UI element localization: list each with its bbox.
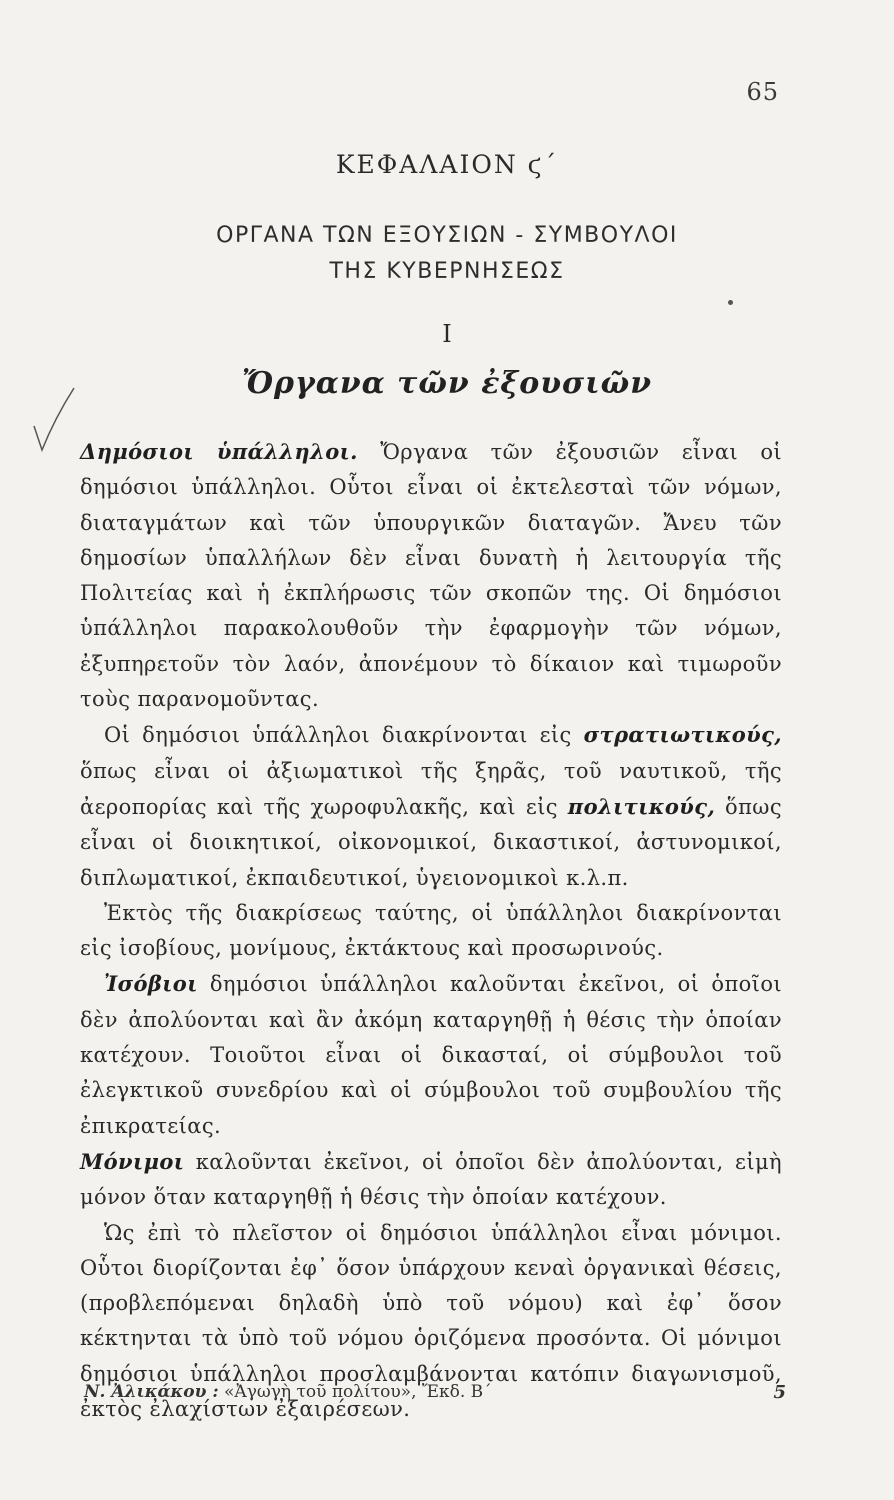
- paragraph-text: ὅπως εἶναι οἱ ἀξιωματικοὶ τῆς ξηρᾶς, τοῦ ναυτικοῦ, τῆς ἀεροπορίας καὶ τῆς χωροφυλακῆς, καὶ εἰς: [80, 758, 782, 819]
- emphasis: πολιτικούς,: [567, 793, 716, 819]
- paragraph-text: Ἐκτὸς τῆς διακρίσεως ταύτης, οἱ ὑπάλληλοι διακρίνονται εἰς ἰσοβίους, μονίμους, ἐκτάκτους καὶ προσωρινούς.: [80, 900, 782, 961]
- paragraph: [80, 434, 782, 717]
- paragraph: [80, 896, 782, 967]
- subsection-numeral: Ι: [442, 320, 452, 348]
- footer-title: «Ἀγωγὴ τοῦ πολίτου», Ἔκδ. Β΄: [218, 1382, 492, 1402]
- paragraph-lead: Μόνιμοι: [80, 1148, 185, 1174]
- section-title: [0, 218, 894, 290]
- emphasis: στρατιωτικούς,: [583, 722, 782, 748]
- chapter-heading: ΚΕΦΑΛΑΙΟΝ ϛ΄: [335, 150, 559, 179]
- paragraph-lead: Ἰσόβιοι: [104, 971, 198, 997]
- paragraph-text: καλοῦνται ἐκεῖνοι, οἱ ὁποῖοι δὲν ἀπολύονται, εἰμὴ μόνον ὅταν καταργηθῇ ἡ θέσις τὴν ὁποίαν κατέχουν.: [80, 1149, 782, 1210]
- paragraph-text: Ὄργανα τῶν ἐξουσιῶν εἶναι οἱ δημόσιοι ὑπάλληλοι. Οὗτοι εἶναι οἱ ἐκτελεσταὶ τῶν νόμων, διαταγμάτων καὶ τῶν ὑπουργικῶν διαταγῶν. Ἄνευ τῶν δημοσίων ὑπαλλήλων δὲν εἶναι δυνατὴ ἡ λειτουργία τῆς Πολιτείας καὶ ἡ ἐκπλήρωσις τῶν σκοπῶν της. Οἱ δημόσιοι ὑπάλληλοι παρακολουθοῦν τὴν ἐφαρμογὴν τῶν νόμων, ἐξυπηρετοῦν τὸν λαόν, ἀπονέμουν τὸ δίκαιον καὶ τιμωροῦν τοὺς παρανομοῦντας.: [80, 440, 783, 712]
- section-title-line-1: ΟΡΓΑΝΑ ΤΩΝ ΕΞΟΥΣΙΩΝ - ΣΥΜΒΟΥΛΟΙ: [216, 223, 678, 248]
- subsection-heading: Ὄργανα τῶν ἐξουσιῶν: [241, 366, 653, 401]
- paragraph: [80, 1144, 782, 1216]
- paragraph-lead: Δημόσιοι ὑπάλληλοι.: [80, 439, 358, 464]
- paragraph-text: Ὡς ἐπὶ τὸ πλεῖστον οἱ δημόσιοι ὑπάλληλοι εἶναι μόνιμοι. Οὗτοι διορίζονται ἐφ᾽ ὅσον ὑπάρχουν κεναὶ ὀργανικαὶ θέσεις, (προβλεπόμεναι δηλαδὴ ὑπὸ τοῦ νόμου) καὶ ἐφ᾽ ὅσον κέκτηνται τὰ ὑπὸ τοῦ νόμου ὁριζόμενα προσόντα. Οἱ μόνιμοι δημόσιοι ὑπάλληλοι προσλαμβάνονται κατόπιν διαγωνισμοῦ, ἐκτὸς ἐλαχίστων ἐξαιρέσεων.: [80, 1220, 782, 1422]
- paragraph-text: ὅπως εἶναι οἱ διοικητικοί, οἰκονομικοί, δικαστικοί, ἀστυνομικοί, διπλωματικοί, ἐκπαιδευτικοί, ὑγειονομικοὶ κ.λ.π.: [80, 794, 782, 890]
- page-number: 65: [746, 78, 779, 106]
- signature-mark: 5: [773, 1382, 786, 1403]
- page-footer: [84, 1382, 786, 1402]
- paragraph-text: Οἱ δημόσιοι ὑπάλληλοι διακρίνονται εἰς: [104, 723, 584, 748]
- footer-author: Ν. Ἀλικάκου :: [84, 1382, 219, 1402]
- pencil-check-mark: [22, 380, 82, 470]
- paragraph: [80, 966, 782, 1143]
- paragraph: [80, 717, 782, 895]
- ink-dot: [728, 300, 733, 305]
- paragraph-text: δημόσιοι ὑπάλληλοι καλοῦνται ἐκεῖνοι, οἱ ὁποῖοι δὲν ἀπολύονται καὶ ἂν ἀκόμη καταργηθῇ ἡ θέσις τὴν ὁποίαν κατέχουν. Τοιοῦτοι εἶναι οἱ δικασταί, οἱ σύμβουλοι τοῦ ἐλεγκτικοῦ συνεδρίου καὶ οἱ σύμβουλοι τοῦ συμβουλίου τῆς ἐπικρατείας.: [80, 972, 782, 1138]
- section-title-line-2: ΤΗΣ ΚΥΒΕΡΝΗΣΕΩΣ: [329, 259, 565, 284]
- body-text: [80, 434, 782, 1427]
